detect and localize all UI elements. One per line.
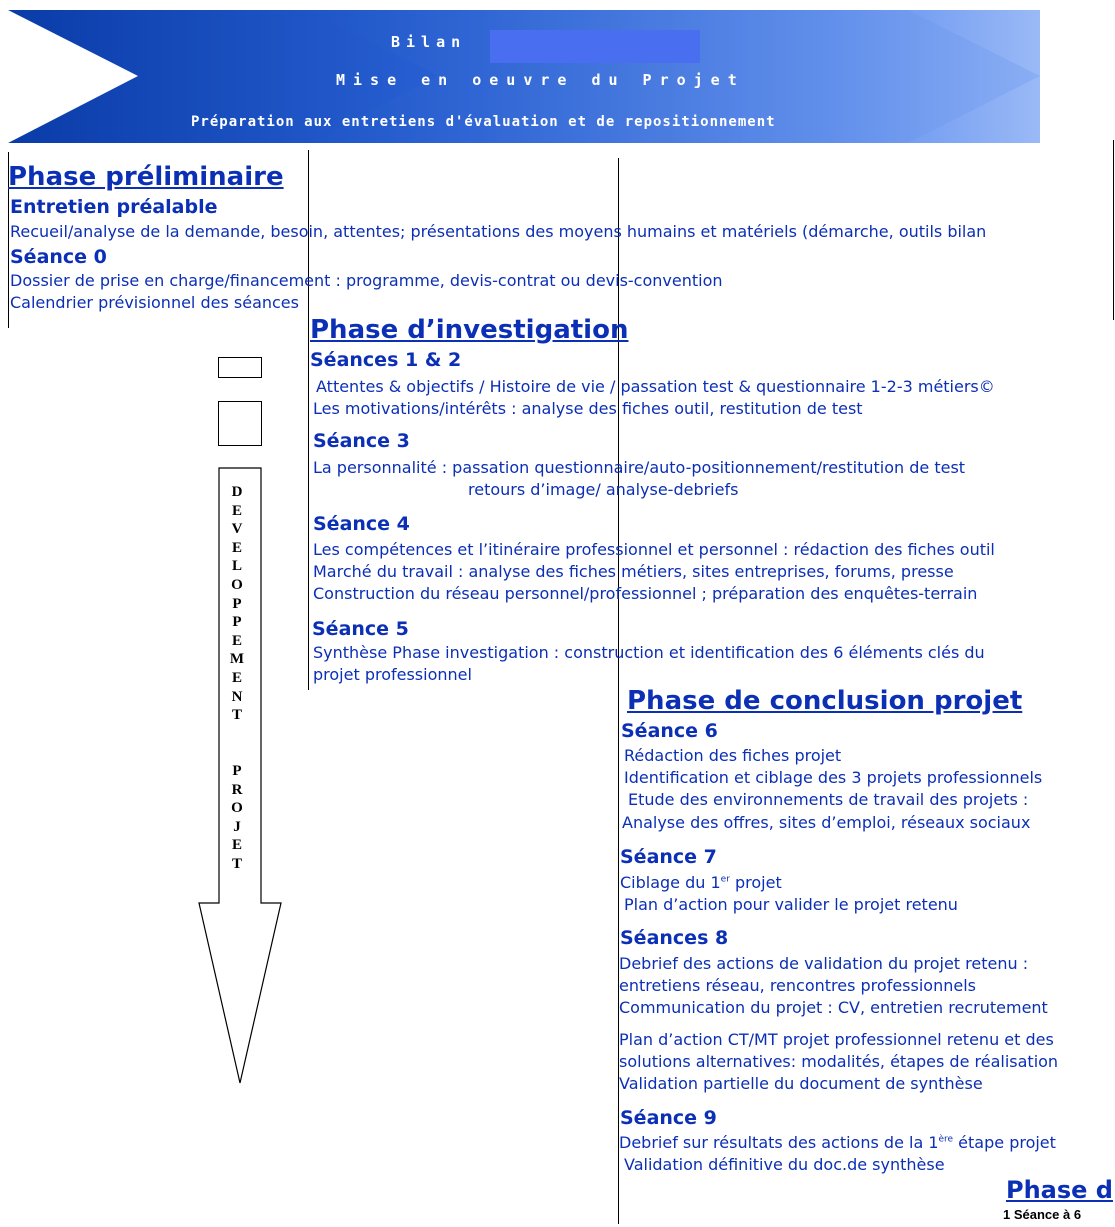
- seance-5-heading: Séance 5: [312, 618, 409, 640]
- seances-8-line: Communication du projet : CV, entretien recrutement: [619, 998, 1048, 1017]
- seance-6-line: Etude des environnements de travail des projets :: [628, 790, 1029, 809]
- banner-tagline: Préparation aux entretiens d'évaluation et de repositionnement: [191, 114, 776, 130]
- seance-5-line: Synthèse Phase investigation : construction et identification des 6 éléments clés du: [313, 643, 985, 662]
- seance-9-line: Validation définitive du doc.de synthèse: [624, 1155, 945, 1174]
- seance-0-heading: Séance 0: [10, 246, 107, 268]
- seances-1-2-line: Les motivations/intérêts : analyse des fiches outil, restitution de test: [313, 399, 863, 418]
- banner-subtitle: Mise en oeuvre du Projet: [336, 71, 745, 89]
- seance-0-line: Dossier de prise en charge/financement : programme, devis-contrat ou devis-convention: [10, 271, 723, 290]
- seances-8-line: Validation partielle du document de synthèse: [619, 1074, 983, 1093]
- seance-3-line: La personnalité : passation questionnaire/auto-positionnement/restitution de test: [313, 458, 966, 477]
- diagram-box-small: [218, 357, 262, 378]
- seance-4-line: Les compétences et l’itinéraire professionnel et personnel : rédaction des fiches outil: [313, 540, 995, 559]
- divider-line-right: [1113, 140, 1114, 320]
- phase-final-subtitle: 1 Séance à 6: [1003, 1207, 1082, 1222]
- redaction-block: [490, 30, 700, 63]
- phase-investigation-title: Phase d’investigation: [310, 315, 629, 345]
- seance-7-heading: Séance 7: [620, 846, 717, 868]
- seance-4-heading: Séance 4: [313, 513, 410, 535]
- seance-3-line: retours d’image/ analyse-debriefs: [468, 480, 739, 499]
- seance-3-heading: Séance 3: [313, 430, 410, 452]
- seances-8-line: Debrief des actions de validation du projet retenu :: [619, 954, 1029, 973]
- phase-conclusion-title: Phase de conclusion projet: [627, 686, 1023, 716]
- seances-8-line: Plan d’action CT/MT projet professionnel retenu et des: [619, 1030, 1054, 1049]
- banner: [8, 10, 1040, 143]
- seance-6-line: Analyse des offres, sites d’emploi, réseaux sociaux: [622, 813, 1031, 832]
- seance-9-heading: Séance 9: [620, 1107, 717, 1129]
- phase-preliminaire-title: Phase préliminaire: [8, 162, 284, 192]
- seances-8-line: entretiens réseau, rencontres professionnels: [619, 976, 976, 995]
- banner-title: Bilan: [391, 33, 467, 51]
- seance-4-line: Marché du travail : analyse des fiches métiers, sites entreprises, forums, presse: [313, 562, 954, 581]
- seances-1-2-line: Attentes & objectifs / Histoire de vie / passation test & questionnaire 1-2-3 métiers©: [316, 377, 995, 396]
- seance-5-line: projet professionnel: [313, 665, 472, 684]
- seance-6-line: Identification et ciblage des 3 projets professionnels: [624, 768, 1043, 787]
- phase-final-title: Phase d: [1006, 1176, 1113, 1204]
- entretien-prealable-heading: Entretien préalable: [10, 196, 218, 218]
- seance-0-line: Calendrier prévisionnel des séances: [10, 293, 299, 312]
- arrow-label: D E V E L O P P E M E N T P R O J E T: [229, 484, 245, 872]
- seances-1-2-heading: Séances 1 & 2: [310, 349, 462, 371]
- seance-7-line: Ciblage du 1er projet: [620, 873, 782, 892]
- seance-6-line: Rédaction des fiches projet: [624, 746, 842, 765]
- seances-8-heading: Séances 8: [620, 927, 729, 949]
- seance-7-line: Plan d’action pour valider le projet retenu: [624, 895, 958, 914]
- seance-4-line: Construction du réseau personnel/professionnel ; préparation des enquêtes-terrain: [313, 584, 978, 603]
- seances-8-line: solutions alternatives: modalités, étapes de réalisation: [619, 1052, 1059, 1071]
- entretien-line: Recueil/analyse de la demande, besoin, attentes; présentations des moyens humains et matériels (démarche, outils bilan: [10, 222, 987, 241]
- seance-6-heading: Séance 6: [621, 720, 718, 742]
- seance-9-line: Debrief sur résultats des actions de la 1ère étape projet: [619, 1133, 1056, 1152]
- diagram-box-square: [218, 401, 262, 446]
